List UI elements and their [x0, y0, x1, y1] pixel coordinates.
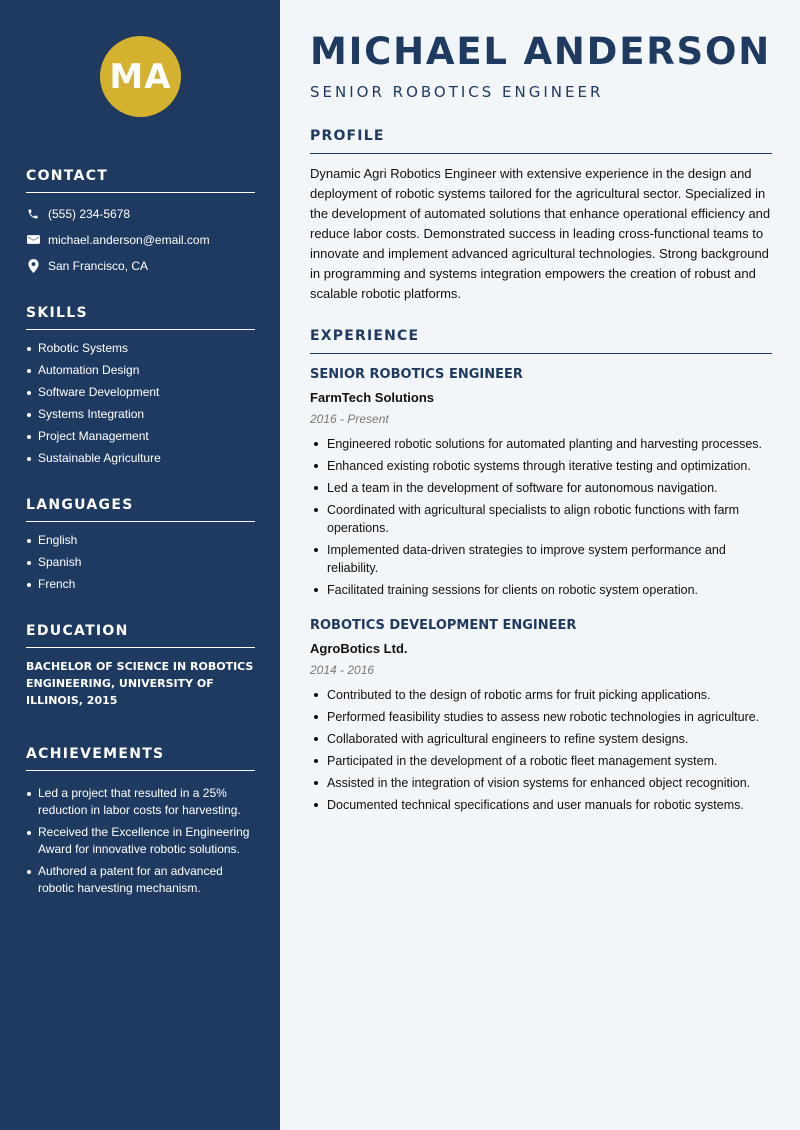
- profile-heading: PROFILE: [310, 128, 772, 154]
- skills-list: [26, 340, 255, 467]
- languages-heading: LANGUAGES: [26, 497, 255, 522]
- contact-phone: [26, 205, 255, 222]
- job-bullet: Facilitated training sessions for clients on robotic system operation.: [310, 581, 772, 599]
- candidate-name: MICHAEL ANDERSON: [310, 30, 772, 73]
- job-role: ROBOTICS DEVELOPMENT ENGINEER: [310, 618, 577, 633]
- location-pin-icon: [26, 259, 40, 273]
- education-section: [26, 623, 255, 709]
- job-bullet: Coordinated with agricultural specialists to align robotic functions with farm operations.: [310, 501, 772, 537]
- achievement-item: Led a project that resulted in a 25% reduction in labor costs for harvesting.: [26, 785, 255, 819]
- skills-section: [26, 305, 255, 472]
- contact-location: [26, 257, 255, 274]
- languages-list: [26, 532, 255, 593]
- achievements-list: [26, 785, 255, 897]
- achievements-heading: ACHIEVEMENTS: [26, 746, 255, 771]
- job-company: FarmTech Solutions: [310, 390, 434, 405]
- job-entry: [310, 366, 772, 603]
- language-item: Spanish: [26, 554, 255, 571]
- achievements-section: [26, 746, 255, 902]
- job-bullet: Contributed to the design of robotic arms for fruit picking applications.: [310, 686, 772, 704]
- job-bullet: Led a team in the development of software for autonomous navigation.: [310, 479, 772, 497]
- languages-section: [26, 497, 255, 598]
- job-bullet: Assisted in the integration of vision systems for enhanced object recognition.: [310, 774, 772, 792]
- education-text: BACHELOR OF SCIENCE IN ROBOTICS ENGINEERING, UNIVERSITY OF ILLINOIS, 2015: [26, 660, 254, 707]
- job-bullet: Performed feasibility studies to assess new robotic technologies in agriculture.: [310, 708, 772, 726]
- experience-heading: EXPERIENCE: [310, 328, 772, 354]
- skill-item: Automation Design: [26, 362, 255, 379]
- experience-section: [310, 328, 772, 354]
- phone-text[interactable]: (555) 234-5678: [48, 206, 131, 221]
- language-item: French: [26, 576, 255, 593]
- job-bullet: Implemented data-driven strategies to improve system performance and reliability.: [310, 541, 772, 577]
- skill-item: Sustainable Agriculture: [26, 450, 255, 467]
- education-heading: EDUCATION: [26, 623, 255, 648]
- job-dates: 2016 - Present: [310, 412, 389, 426]
- job-company: AgroBotics Ltd.: [310, 641, 408, 656]
- contact-email: [26, 231, 255, 248]
- email-icon: [26, 233, 40, 247]
- avatar: [100, 36, 181, 117]
- job-bullet: Collaborated with agricultural engineers to refine system designs.: [310, 730, 772, 748]
- skills-heading: SKILLS: [26, 305, 255, 330]
- job-entry: [310, 617, 772, 818]
- contact-section: [26, 168, 255, 274]
- skill-item: Systems Integration: [26, 406, 255, 423]
- avatar-initials: MA: [109, 56, 172, 97]
- achievement-item: Received the Excellence in Engineering Award for innovative robotic solutions.: [26, 824, 255, 858]
- email-text[interactable]: michael.anderson@email.com: [48, 232, 210, 247]
- phone-icon: [26, 207, 40, 221]
- job-bullets: [310, 435, 772, 599]
- job-bullet: Documented technical specifications and user manuals for robotic systems.: [310, 796, 772, 814]
- contact-heading: CONTACT: [26, 168, 255, 193]
- skill-item: Project Management: [26, 428, 255, 445]
- job-bullet: Enhanced existing robotic systems through iterative testing and optimization.: [310, 457, 772, 475]
- language-item: English: [26, 532, 255, 549]
- job-bullet: Participated in the development of a robotic fleet management system.: [310, 752, 772, 770]
- location-text: San Francisco, CA: [48, 258, 149, 273]
- profile-section: [310, 128, 772, 304]
- skill-item: Robotic Systems: [26, 340, 255, 357]
- job-bullets: [310, 686, 772, 814]
- job-role: SENIOR ROBOTICS ENGINEER: [310, 367, 523, 382]
- candidate-title: SENIOR ROBOTICS ENGINEER: [310, 83, 604, 101]
- achievement-item: Authored a patent for an advanced robotic harvesting mechanism.: [26, 863, 255, 897]
- job-dates: 2014 - 2016: [310, 663, 375, 677]
- job-bullet: Engineered robotic solutions for automated planting and harvesting processes.: [310, 435, 772, 453]
- sidebar: [0, 0, 280, 1130]
- profile-text: Dynamic Agri Robotics Engineer with extensive experience in the design and deployment of robotic systems tailored for the agricultural sector. Specialized in the development of automated solutions that enhance operational efficiency and reduce labor costs. Demonstrated success in leading cross-functional teams to innovate and implement advanced agricultural technologies. Strong background in programming and systems integration empowers the creation of robust and scalable robotic platforms.: [310, 166, 771, 301]
- skill-item: Software Development: [26, 384, 255, 401]
